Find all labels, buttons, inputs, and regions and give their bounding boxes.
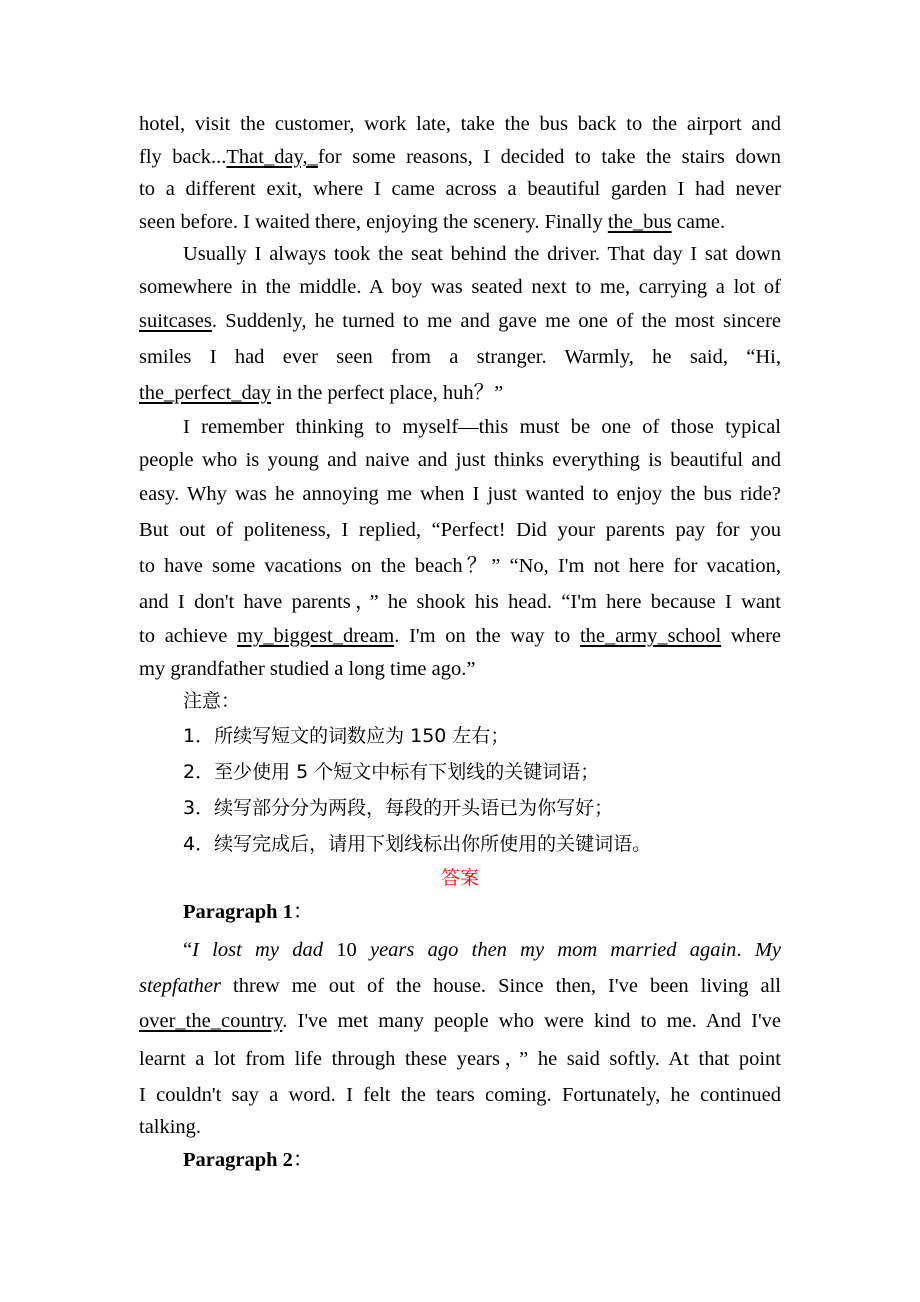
answer-paragraph-1: [139, 930, 781, 1144]
text-line: over_the_country. I've met many people who were kind to me. And I've: [139, 1009, 781, 1032]
text-line: seen before. I waited there, enjoying the scenery. Finally the_bus came.: [139, 210, 726, 233]
text-line: talking.: [139, 1116, 202, 1138]
keyword-underlined: suitcases: [139, 310, 212, 332]
story-paragraph-2: [139, 238, 781, 411]
notes-title: 注意：: [183, 690, 241, 712]
notes-section: [139, 685, 781, 862]
keyword-underlined: the_army_school: [579, 625, 722, 647]
text-line: easy. Why was he annoying me when I just wanted to enjoy the bus ride?: [139, 483, 781, 505]
text-line: hotel, visit the customer, work late, take the bus back to the airport and: [139, 113, 781, 135]
text-line: suitcases. Suddenly, he turned to me and gave me one of the most sincere: [139, 310, 781, 332]
text-line: I couldn't say a word. I felt the tears coming. Fortunately, he continued: [139, 1083, 781, 1106]
keyword-underlined: over_the_country: [139, 1009, 283, 1032]
paragraph-1-label: Paragraph 1：: [183, 901, 314, 923]
text-line: and I don't have parents，” he shook his head. “I'm here because I want: [139, 591, 781, 613]
note-item: 4．续写完成后，请用下划线标出你所使用的关键词语。: [183, 832, 652, 855]
document-page: [139, 108, 781, 1176]
text-line: fly back...That_day,_for some reasons, I decided to take the stairs down: [139, 145, 781, 168]
keyword-underlined: my_biggest_dream: [237, 625, 395, 647]
text-line: to a different exit, where I came across a beautiful garden I had never: [139, 178, 781, 200]
text-line: Usually I always took the seat behind the driver. That day I sat down: [183, 243, 781, 265]
keyword-underlined: the_bus: [607, 210, 672, 233]
text-line: people who is young and naive and just thinks everything is beautiful and: [139, 448, 781, 471]
text-line: somewhere in the middle. A boy was seated next to me, carrying a lot of: [139, 275, 781, 298]
text-line: to have some vacations on the beach？” “No, I'm not here for vacation,: [139, 555, 781, 577]
text-line: smiles I had ever seen from a stranger. Warmly, he said, “Hi,: [139, 346, 781, 368]
note-item: 2．至少使用 5 个短文中标有下划线的关键词语；: [183, 760, 600, 783]
story-paragraph-3: [139, 411, 781, 685]
text-line: learnt a lot from life through these years，” he said softly. At that point: [139, 1047, 781, 1070]
text-line: But out of politeness, I replied, “Perfect! Did your parents pay for you: [139, 519, 781, 541]
note-item: 1．所续写短文的词数应为 150 左右；: [183, 724, 510, 747]
text-line: stepfather threw me out of the house. Since then, I've been living all: [139, 975, 781, 997]
keyword-underlined: the_perfect_day: [139, 382, 272, 404]
paragraph-2-label: Paragraph 2：: [183, 1148, 314, 1171]
note-item: 3．续写部分分为两段，每段的开头语已为你写好；: [183, 796, 614, 819]
story-paragraph-1: [139, 108, 781, 238]
text-line: my grandfather studied a long time ago.”: [139, 657, 476, 680]
text-line: to achieve my_biggest_dream. I'm on the way to the_army_school where: [139, 625, 781, 647]
text-line: the_perfect_day in the perfect place, huh？”: [139, 382, 504, 404]
keyword-underlined: That_day,_: [226, 145, 318, 168]
text-line: I remember thinking to myself—this must be one of those typical: [183, 416, 781, 438]
text-line: “I lost my dad 10 years ago then my mom married again. My: [183, 939, 781, 961]
answer-heading: 答案: [440, 866, 479, 889]
